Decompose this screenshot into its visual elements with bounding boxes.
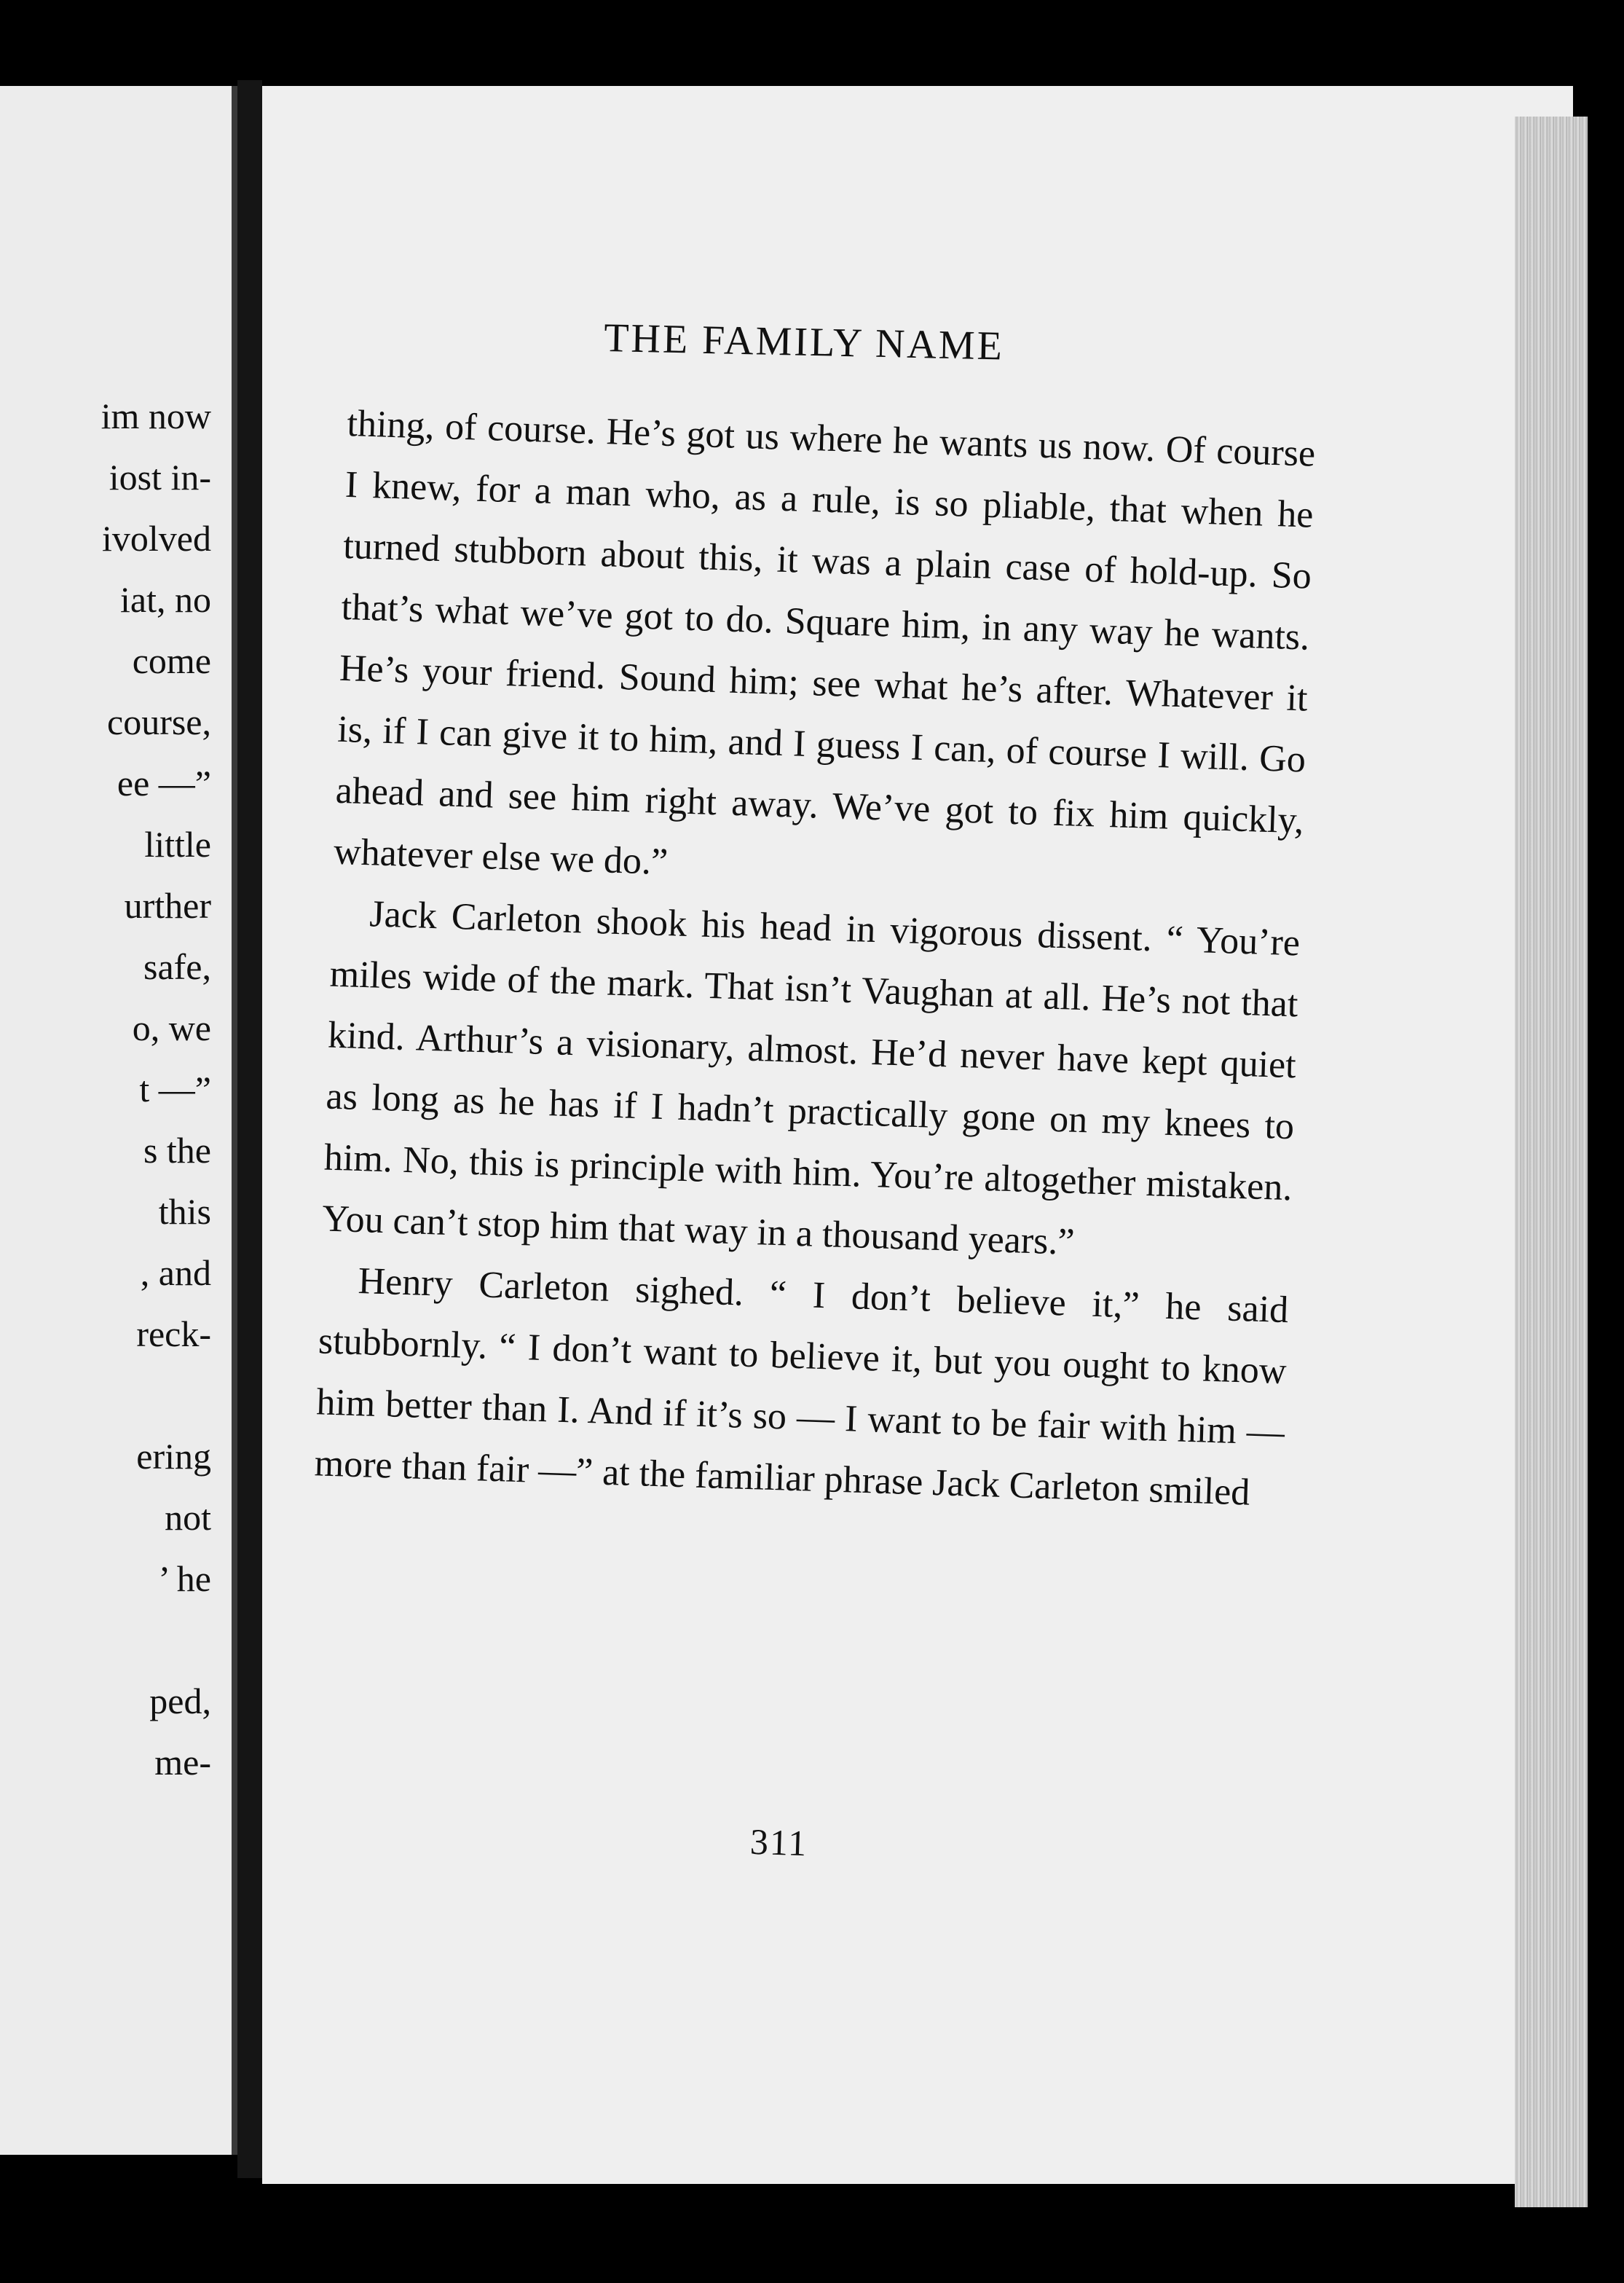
left-page-line: course, [107, 702, 211, 742]
page-edges [1515, 117, 1588, 2207]
left-page-line: reck- [136, 1313, 211, 1354]
left-page-line: s the [143, 1130, 211, 1171]
left-page-line: ivolved [102, 518, 211, 559]
paragraph: thing, of course. He’s got us where he wants us now. Of course I knew, for a man who, as a rule, is so pliable, that when he turned stubborn about this, it was a plain case of hold-up. So that’s what we’ve got to do. Square him, in any way he wants. He’s your friend. Sound him; see what he’s after. Whatever it is, if I can give it to him, and I guess I can, of course I will. Go ahead and see him right away. We’ve got to fix him quickly, whatever else we do.” [333, 402, 1316, 884]
left-page-line: urther [124, 885, 211, 926]
left-page-line: , and [140, 1252, 211, 1293]
paragraph: Jack Carleton shook his head in vigorous dissent. “ You’re miles wide of the mark. That isn’t Vaughan at all. He’s not that kind. Arthur’s a visionary, almost. He’d never have kept quiet as long as he has if I hadn’t practically gone on my knees to him. No, this is principle with him. You’re altogether mistaken. You can’t stop him that way in a thousand years.” [321, 893, 1301, 1263]
previous-page-fragment [0, 86, 237, 2155]
left-page-line: me- [154, 1742, 211, 1783]
left-page-line: safe, [143, 946, 211, 987]
left-page-line: iost in- [109, 457, 211, 498]
running-head: THE FAMILY NAME [603, 315, 1005, 369]
left-page-line: t —” [139, 1069, 211, 1109]
left-page-line: im now [100, 396, 211, 436]
book-gutter [237, 80, 262, 2178]
left-page-line: not [165, 1497, 211, 1538]
left-page-line: this [158, 1191, 211, 1232]
left-page-line: ee —” [117, 763, 211, 803]
left-page-line: ering [136, 1436, 211, 1477]
page-body [314, 393, 1317, 1525]
left-page-line: iat, no [120, 579, 211, 620]
left-page-line: o, we [132, 1007, 211, 1048]
left-page-line: ’ he [158, 1558, 211, 1599]
paragraph: Henry Carleton sighed. “ I don’t believe it,” he said stubbornly. “ I don’t want to believe it, but you ought to know him better than I. And if it’s so — I want to be fair with him — more than fair —” at the familiar phrase Jack Carleton smiled [313, 1260, 1289, 1514]
page-number: 311 [749, 1820, 809, 1864]
left-page-line: come [132, 640, 211, 681]
left-page-line: ped, [149, 1681, 211, 1721]
left-page-line: little [144, 824, 211, 865]
